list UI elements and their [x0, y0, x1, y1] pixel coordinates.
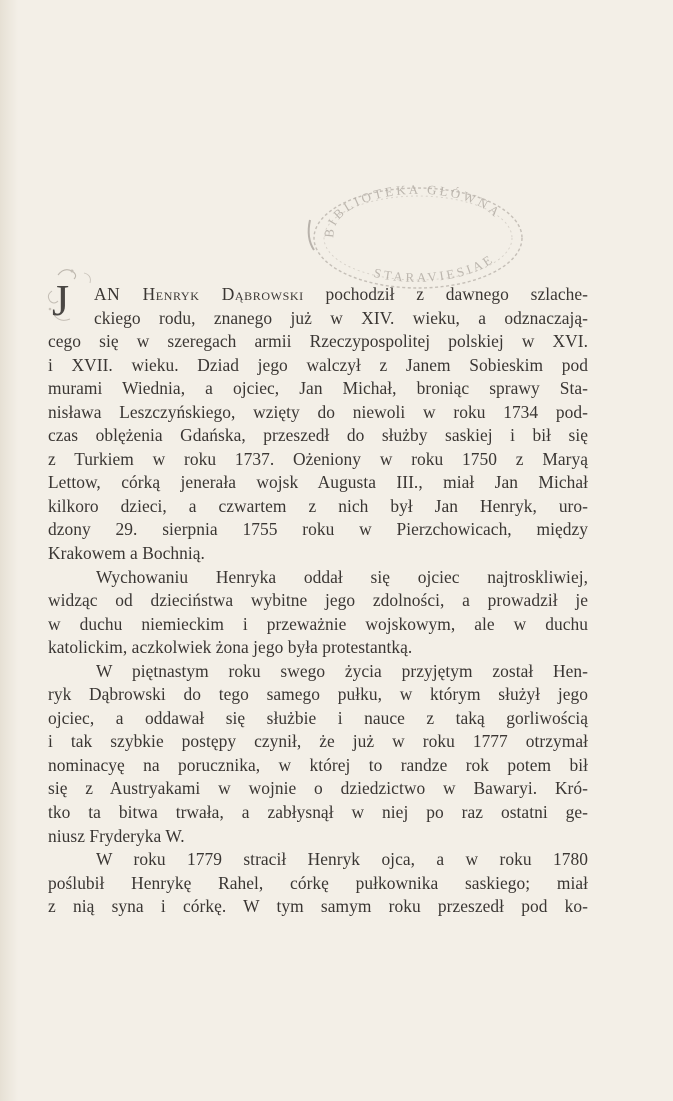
text-line: cego się w szeregach armii Rzeczypospolitej polskiej w XVI.	[48, 331, 588, 352]
text-line: ryk Dąbrowski do tego samego pułku, w którym służył jego	[48, 684, 588, 705]
text-line: ojciec, a oddawał się służbie i nauce z taką gorliwością	[48, 707, 588, 728]
text-line: ckiego rodu, znanego już w XIV. wieku, a odznaczają-	[94, 307, 588, 328]
text-line: nominacyę na porucznika, w której to randze rok potem bił	[48, 754, 588, 775]
stamp-text-top: BIBLIOTEKA GŁÓWNA	[321, 181, 505, 239]
text-line: z Turkiem w roku 1737. Ożeniony w roku 1750 z Maryą	[48, 448, 588, 469]
text-line: katolickim, aczkolwiek żona jego była protestantką.	[48, 637, 413, 658]
initial-letter: J	[52, 276, 70, 325]
text-line: Wychowaniu Henryka oddał się ojciec najtroskliwiej,	[96, 566, 588, 587]
text-line: W piętnastym roku swego życia przyjętym został Hen-	[96, 660, 588, 681]
text-line: Lettow, córką jenerała wojsk Augusta III., miał Jan Michał	[48, 472, 588, 493]
paragraph	[48, 283, 588, 566]
name-prefix: AN	[94, 284, 143, 304]
text-line: i XVII. wieku. Dziad jego walczył z Janem Sobieskim pod	[48, 354, 588, 375]
text-line: czas oblężenia Gdańska, przeszedł do służby saskiej i bił się	[48, 425, 588, 446]
text-line: widząc od dzieciństwa wybitne jego zdolności, a prowadził je	[48, 590, 588, 611]
text-line: poślubił Henrykę Rahel, córkę pułkownika saskiego; miał	[48, 872, 588, 893]
text-line: niusz Fryderyka W.	[48, 825, 185, 846]
name-smallcaps: Henryk Dąbrowski	[142, 284, 304, 304]
ornamental-initial	[44, 265, 102, 331]
text-line: kilkoro dzieci, a czwartem z nich był Jan Henryk, uro-	[48, 495, 588, 516]
text-line: i tak szybkie postępy czynił, że już w roku 1777 otrzymał	[48, 731, 588, 752]
paragraph	[48, 848, 588, 919]
text-line: W roku 1779 stracił Henryk ojca, a w roku 1780	[96, 849, 588, 870]
text-line	[48, 283, 588, 307]
text-line: Krakowem a Bochnią.	[48, 543, 205, 564]
text-line: się z Austryakami w wojnie o dziedzictwo w Bawaryi. Kró-	[48, 778, 588, 799]
paragraph-list	[48, 283, 588, 919]
body-text	[48, 276, 588, 919]
text-line: murami Wiednia, a ojciec, Jan Michał, broniąc sprawy Sta-	[48, 378, 588, 399]
paper-edge-shadow	[0, 0, 18, 1101]
paragraph	[48, 566, 588, 660]
text-line: z nią syna i córkę. W tym samym roku przeszedł pod ko-	[48, 896, 588, 917]
svg-text:BIBLIOTEKA GŁÓWNA	[321, 182, 505, 239]
paragraph	[48, 660, 588, 848]
line-rest: pochodził z dawnego szlache-	[303, 284, 588, 304]
svg-text:STARAVIESIAE	[373, 251, 498, 285]
stamp-text-bottom: STARAVIESIAE	[372, 250, 498, 285]
text-line: w duchu niemieckim i przeważnie wojskowym, ale w duchu	[48, 613, 588, 634]
text-line: nisława Leszczyńskiego, wzięty do niewoli w roku 1734 pod-	[48, 401, 588, 422]
text-line: dzony 29. sierpnia 1755 roku w Pierzchowicach, między	[48, 519, 588, 540]
text-line: tko ta bitwa trwała, a zabłysnął w niej po raz ostatni ge-	[48, 802, 588, 823]
library-stamp	[296, 180, 536, 300]
